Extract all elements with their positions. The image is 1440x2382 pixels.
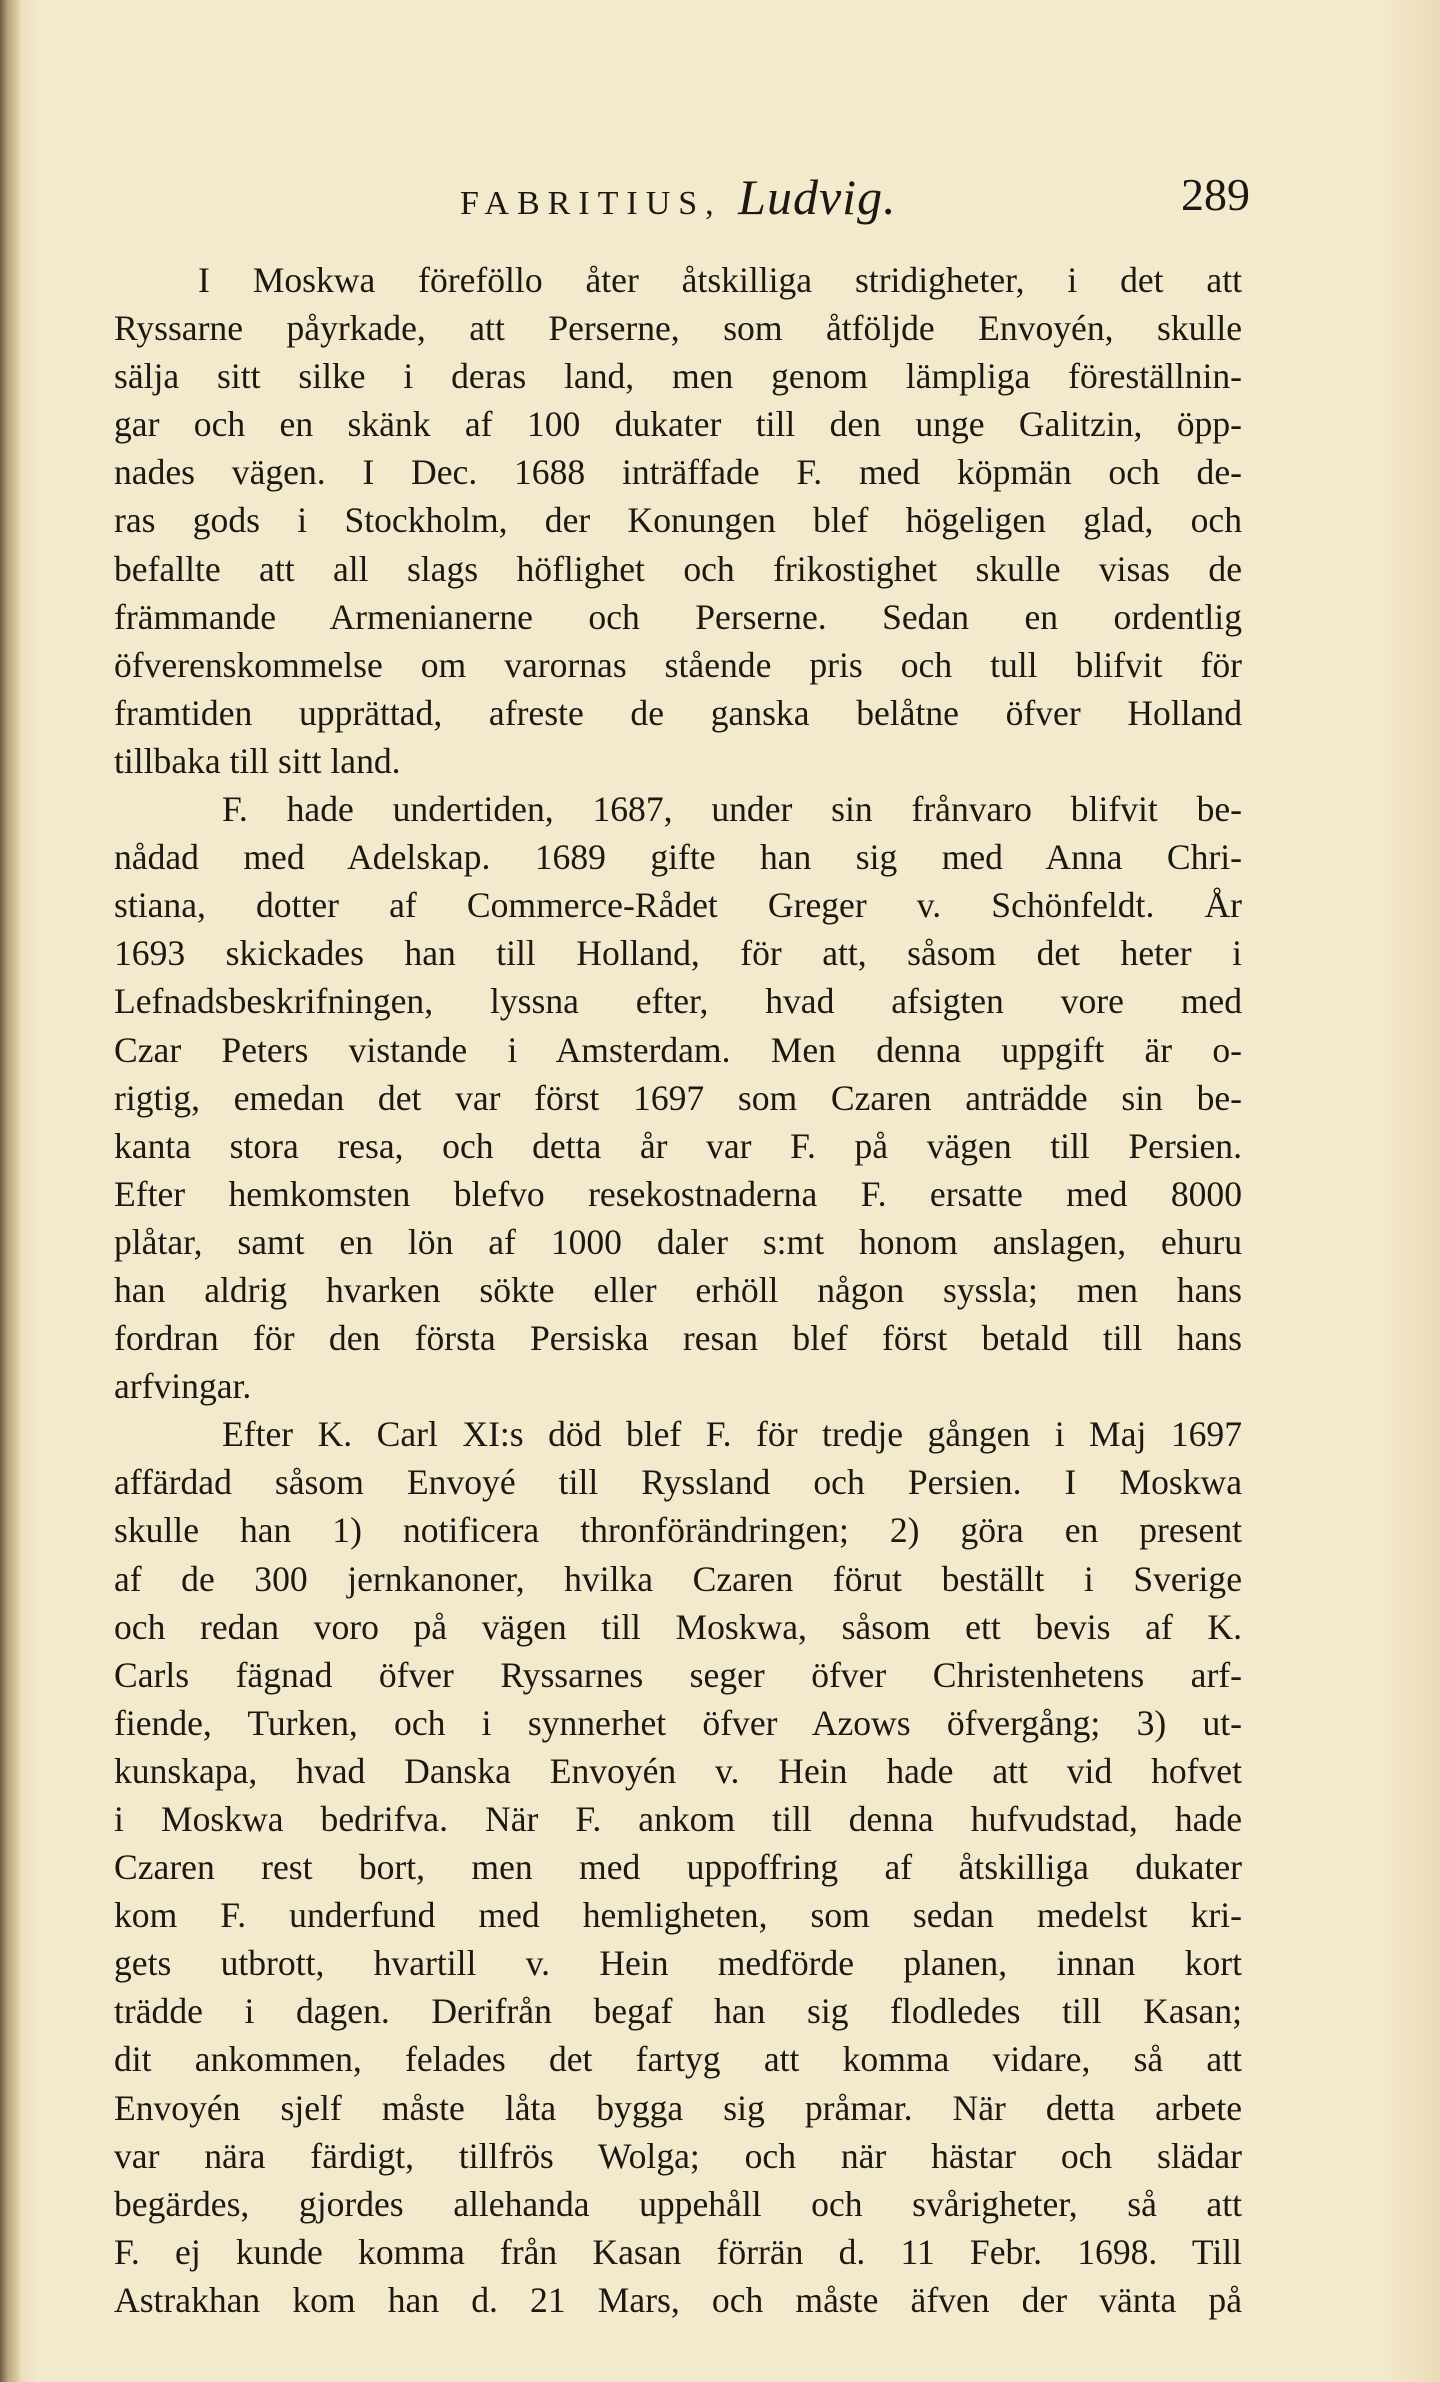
text-line: trädde i dagen. Derifrån begaf han sig flodledes till Kasan;: [114, 1991, 1242, 2032]
page-header: [460, 168, 1320, 238]
text-line: han aldrig hvarken sökte eller erhöll någon syssla; men hans: [114, 1269, 1242, 1310]
text-line: gets utbrott, hvartill v. Hein medförde planen, innan kort: [114, 1943, 1242, 1984]
text-line: kanta stora resa, och detta år var F. på vägen till Persien.: [114, 1125, 1242, 1166]
text-line: Carls fägnad öfver Ryssarnes seger öfver Christenhetens arf-: [114, 1654, 1242, 1695]
page-number: 289: [1181, 169, 1250, 220]
text-line: framtiden upprättad, afreste de ganska belåtne öfver Holland: [114, 692, 1242, 733]
text-line: befallte att all slags höflighet och frikostighet skulle visas de: [114, 548, 1242, 589]
text-line: 1693 skickades han till Holland, för att, såsom det heter i: [114, 933, 1242, 974]
running-head: [460, 168, 897, 226]
text-line: nådad med Adelskap. 1689 gifte han sig med Anna Chri-: [114, 837, 1242, 878]
text-line: och redan voro på vägen till Moskwa, såsom ett bevis af K.: [114, 1606, 1242, 1647]
text-line: I Moskwa föreföllo åter åtskilliga stridigheter, i det att: [198, 260, 1242, 300]
text-line: affärdad såsom Envoyé till Ryssland och Persien. I Moskwa: [114, 1462, 1242, 1503]
text-line: nades vägen. I Dec. 1688 inträffade F. med köpmän och de-: [114, 452, 1242, 493]
text-line: Envoyén sjelf måste låta bygga sig pråmar. När detta arbete: [114, 2087, 1242, 2128]
text-line: kom F. underfund med hemligheten, som sedan medelst kri-: [114, 1895, 1242, 1936]
text-line: fordran för den första Persiska resan blef först betald till hans: [114, 1318, 1242, 1359]
text-line: Efter hemkomsten blefvo resekostnaderna F. ersatte med 8000: [114, 1173, 1242, 1214]
text-line: Efter K. Carl XI:s död blef F. för tredje gången i Maj 1697: [222, 1414, 1242, 1455]
text-line: i Moskwa bedrifva. När F. ankom till denna hufvudstad, hade: [114, 1799, 1242, 1839]
text-line: rigtig, emedan det var först 1697 som Czaren anträdde sin be-: [114, 1077, 1242, 1118]
text-line: främmande Armenianerne och Perserne. Sedan en ordentlig: [114, 596, 1242, 637]
text-line: dit ankommen, felades det fartyg att komma vidare, så att: [114, 2039, 1242, 2080]
body-text: [114, 256, 1242, 2324]
text-line: öfverenskommelse om varornas stående pris och tull blifvit för: [114, 644, 1242, 685]
text-line: af de 300 jernkanoner, hvilka Czaren förut beställt i Sverige: [114, 1558, 1242, 1599]
running-head-surname: FABRITIUS,: [460, 185, 722, 222]
text-line: plåtar, samt en lön af 1000 daler s:mt honom anslagen, ehuru: [114, 1221, 1242, 1262]
text-line: gar och en skänk af 100 dukater till den unge Galitzin, öpp-: [114, 404, 1242, 445]
text-line: var nära färdigt, tillfrös Wolga; och när hästar och slädar: [114, 2135, 1242, 2176]
text-line: arfvingar.: [114, 1366, 252, 1407]
text-line: Czaren rest bort, men med uppoffring af åtskilliga dukater: [114, 1847, 1242, 1888]
text-line: skulle han 1) notificera thronförändringen; 2) göra en present: [114, 1510, 1242, 1551]
running-head-given-name: Ludvig.: [738, 169, 897, 225]
text-line: begärdes, gjordes allehanda uppehåll och svårigheter, så att: [114, 2183, 1242, 2224]
text-line: F. hade undertiden, 1687, under sin frånvaro blifvit be-: [222, 789, 1242, 830]
text-line: Astrakhan kom han d. 21 Mars, och måste äfven der vänta på: [114, 2279, 1242, 2320]
text-line: tillbaka till sitt land.: [114, 740, 401, 781]
text-line: Ryssarne påyrkade, att Perserne, som åtföljde Envoyén, skulle: [114, 308, 1242, 349]
text-line: ras gods i Stockholm, der Konungen blef högeligen glad, och: [114, 500, 1242, 541]
text-line: sälja sitt silke i deras land, men genom lämpliga föreställnin-: [114, 356, 1242, 397]
text-line: fiende, Turken, och i synnerhet öfver Azows öfvergång; 3) ut-: [114, 1702, 1242, 1743]
text-line: Czar Peters vistande i Amsterdam. Men denna uppgift är o-: [114, 1029, 1242, 1070]
book-spine-shadow: [0, 0, 20, 2382]
text-line: F. ej kunde komma från Kasan förrän d. 11 Febr. 1698. Till: [114, 2231, 1242, 2272]
text-line: stiana, dotter af Commerce-Rådet Greger v. Schönfeldt. År: [114, 885, 1242, 926]
text-line: Lefnadsbeskrifningen, lyssna efter, hvad afsigten vore med: [114, 981, 1242, 1022]
text-line: kunskapa, hvad Danska Envoyén v. Hein hade att vid hofvet: [114, 1750, 1242, 1791]
